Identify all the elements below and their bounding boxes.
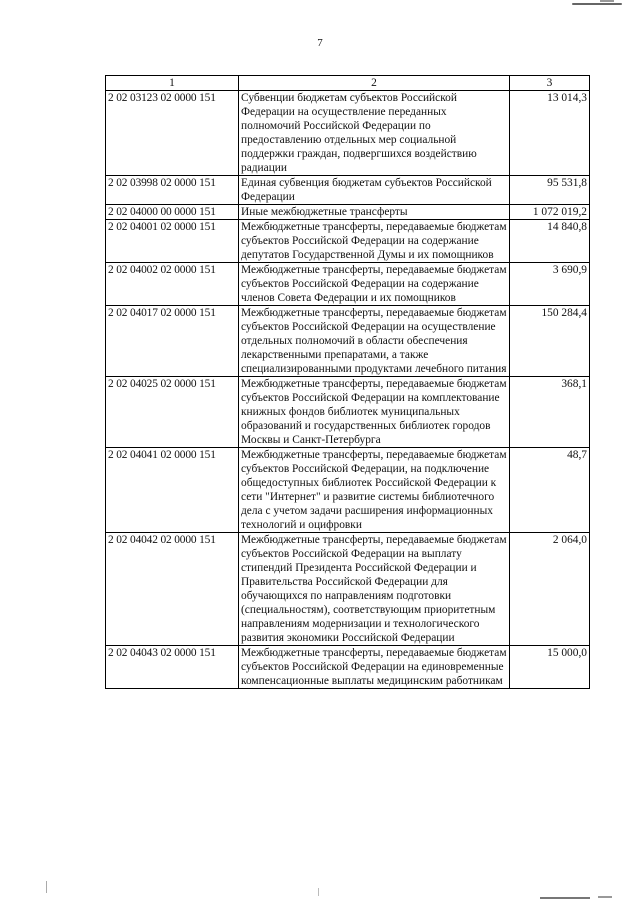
row-code: 2 02 04002 02 0000 151 xyxy=(106,263,239,306)
row-code: 2 02 04000 00 0000 151 xyxy=(106,205,239,220)
table-row xyxy=(106,220,590,263)
row-description: Субвенции бюджетам субъектов Российской Федерации на осуществление переданных полномочий Российской Федерации по предоставлению отдельных мер социальной поддержки граждан, подвергшихся воздействию радиации xyxy=(239,91,510,176)
row-amount: 3 690,9 xyxy=(510,263,590,306)
budget-table xyxy=(105,75,590,689)
row-amount: 150 284,4 xyxy=(510,306,590,377)
row-code: 2 02 04017 02 0000 151 xyxy=(106,306,239,377)
row-amount: 48,7 xyxy=(510,448,590,533)
column-header-description: 2 xyxy=(239,76,510,91)
scan-artifact-bottom-right-small xyxy=(598,896,612,898)
table-row xyxy=(106,377,590,448)
table-row xyxy=(106,448,590,533)
row-description: Единая субвенция бюджетам субъектов Российской Федерации xyxy=(239,176,510,205)
row-amount: 2 064,0 xyxy=(510,533,590,646)
row-description: Межбюджетные трансферты, передаваемые бюджетам субъектов Российской Федерации на содержание членов Совета Федерации и их помощников xyxy=(239,263,510,306)
row-amount: 15 000,0 xyxy=(510,646,590,689)
scan-artifact-bottom-right xyxy=(540,897,590,899)
row-description: Межбюджетные трансферты, передаваемые бюджетам субъектов Российской Федерации на единовременные компенсационные выплаты медицинским работникам xyxy=(239,646,510,689)
table-row xyxy=(106,263,590,306)
row-code: 2 02 03123 02 0000 151 xyxy=(106,91,239,176)
table-row xyxy=(106,306,590,377)
row-description: Межбюджетные трансферты, передаваемые бюджетам субъектов Российской Федерации на осуществление отдельных полномочий в области обеспечения лекарственными препаратами, а также специализированными продуктами лечебного питания xyxy=(239,306,510,377)
page-number: 7 xyxy=(317,37,323,49)
table-row xyxy=(106,533,590,646)
scan-artifact-top-small xyxy=(600,0,614,2)
row-amount: 14 840,8 xyxy=(510,220,590,263)
column-header-amount: 3 xyxy=(510,76,590,91)
row-amount: 1 072 019,2 xyxy=(510,205,590,220)
row-description: Межбюджетные трансферты, передаваемые бюджетам субъектов Российской Федерации на комплектование книжных фондов библиотек муниципальных образований и государственных библиотек городов Москвы и Санкт-Петербурга xyxy=(239,377,510,448)
table-header-row xyxy=(106,76,590,91)
table-row xyxy=(106,91,590,176)
row-description: Межбюджетные трансферты, передаваемые бюджетам субъектов Российской Федерации, на подключение общедоступных библиотек Российской Федерации к сети "Интернет" и развитие системы библиотечного дела с учетом задачи расширения информационных технологий и оцифровки xyxy=(239,448,510,533)
table-row xyxy=(106,646,590,689)
table-row xyxy=(106,205,590,220)
row-description: Иные межбюджетные трансферты xyxy=(239,205,510,220)
row-code: 2 02 04025 02 0000 151 xyxy=(106,377,239,448)
row-code: 2 02 04001 02 0000 151 xyxy=(106,220,239,263)
scan-artifact-bottom-left xyxy=(46,881,47,893)
scan-artifact-bottom-center xyxy=(318,888,319,896)
row-amount: 13 014,3 xyxy=(510,91,590,176)
table-row xyxy=(106,176,590,205)
row-code: 2 02 03998 02 0000 151 xyxy=(106,176,239,205)
row-amount: 368,1 xyxy=(510,377,590,448)
row-code: 2 02 04041 02 0000 151 xyxy=(106,448,239,533)
column-header-code: 1 xyxy=(106,76,239,91)
row-description: Межбюджетные трансферты, передаваемые бюджетам субъектов Российской Федерации на содержание депутатов Государственной Думы и их помощников xyxy=(239,220,510,263)
scan-artifact-top xyxy=(572,3,622,5)
row-description: Межбюджетные трансферты, передаваемые бюджетам субъектов Российской Федерации на выплату стипендий Президента Российской Федерации и Правительства Российской Федерации для обучающихся по направлениям подготовки (специальностям), соответствующим приоритетным направлениям модернизации и технологического развития экономики Российской Федерации xyxy=(239,533,510,646)
row-amount: 95 531,8 xyxy=(510,176,590,205)
row-code: 2 02 04043 02 0000 151 xyxy=(106,646,239,689)
row-code: 2 02 04042 02 0000 151 xyxy=(106,533,239,646)
